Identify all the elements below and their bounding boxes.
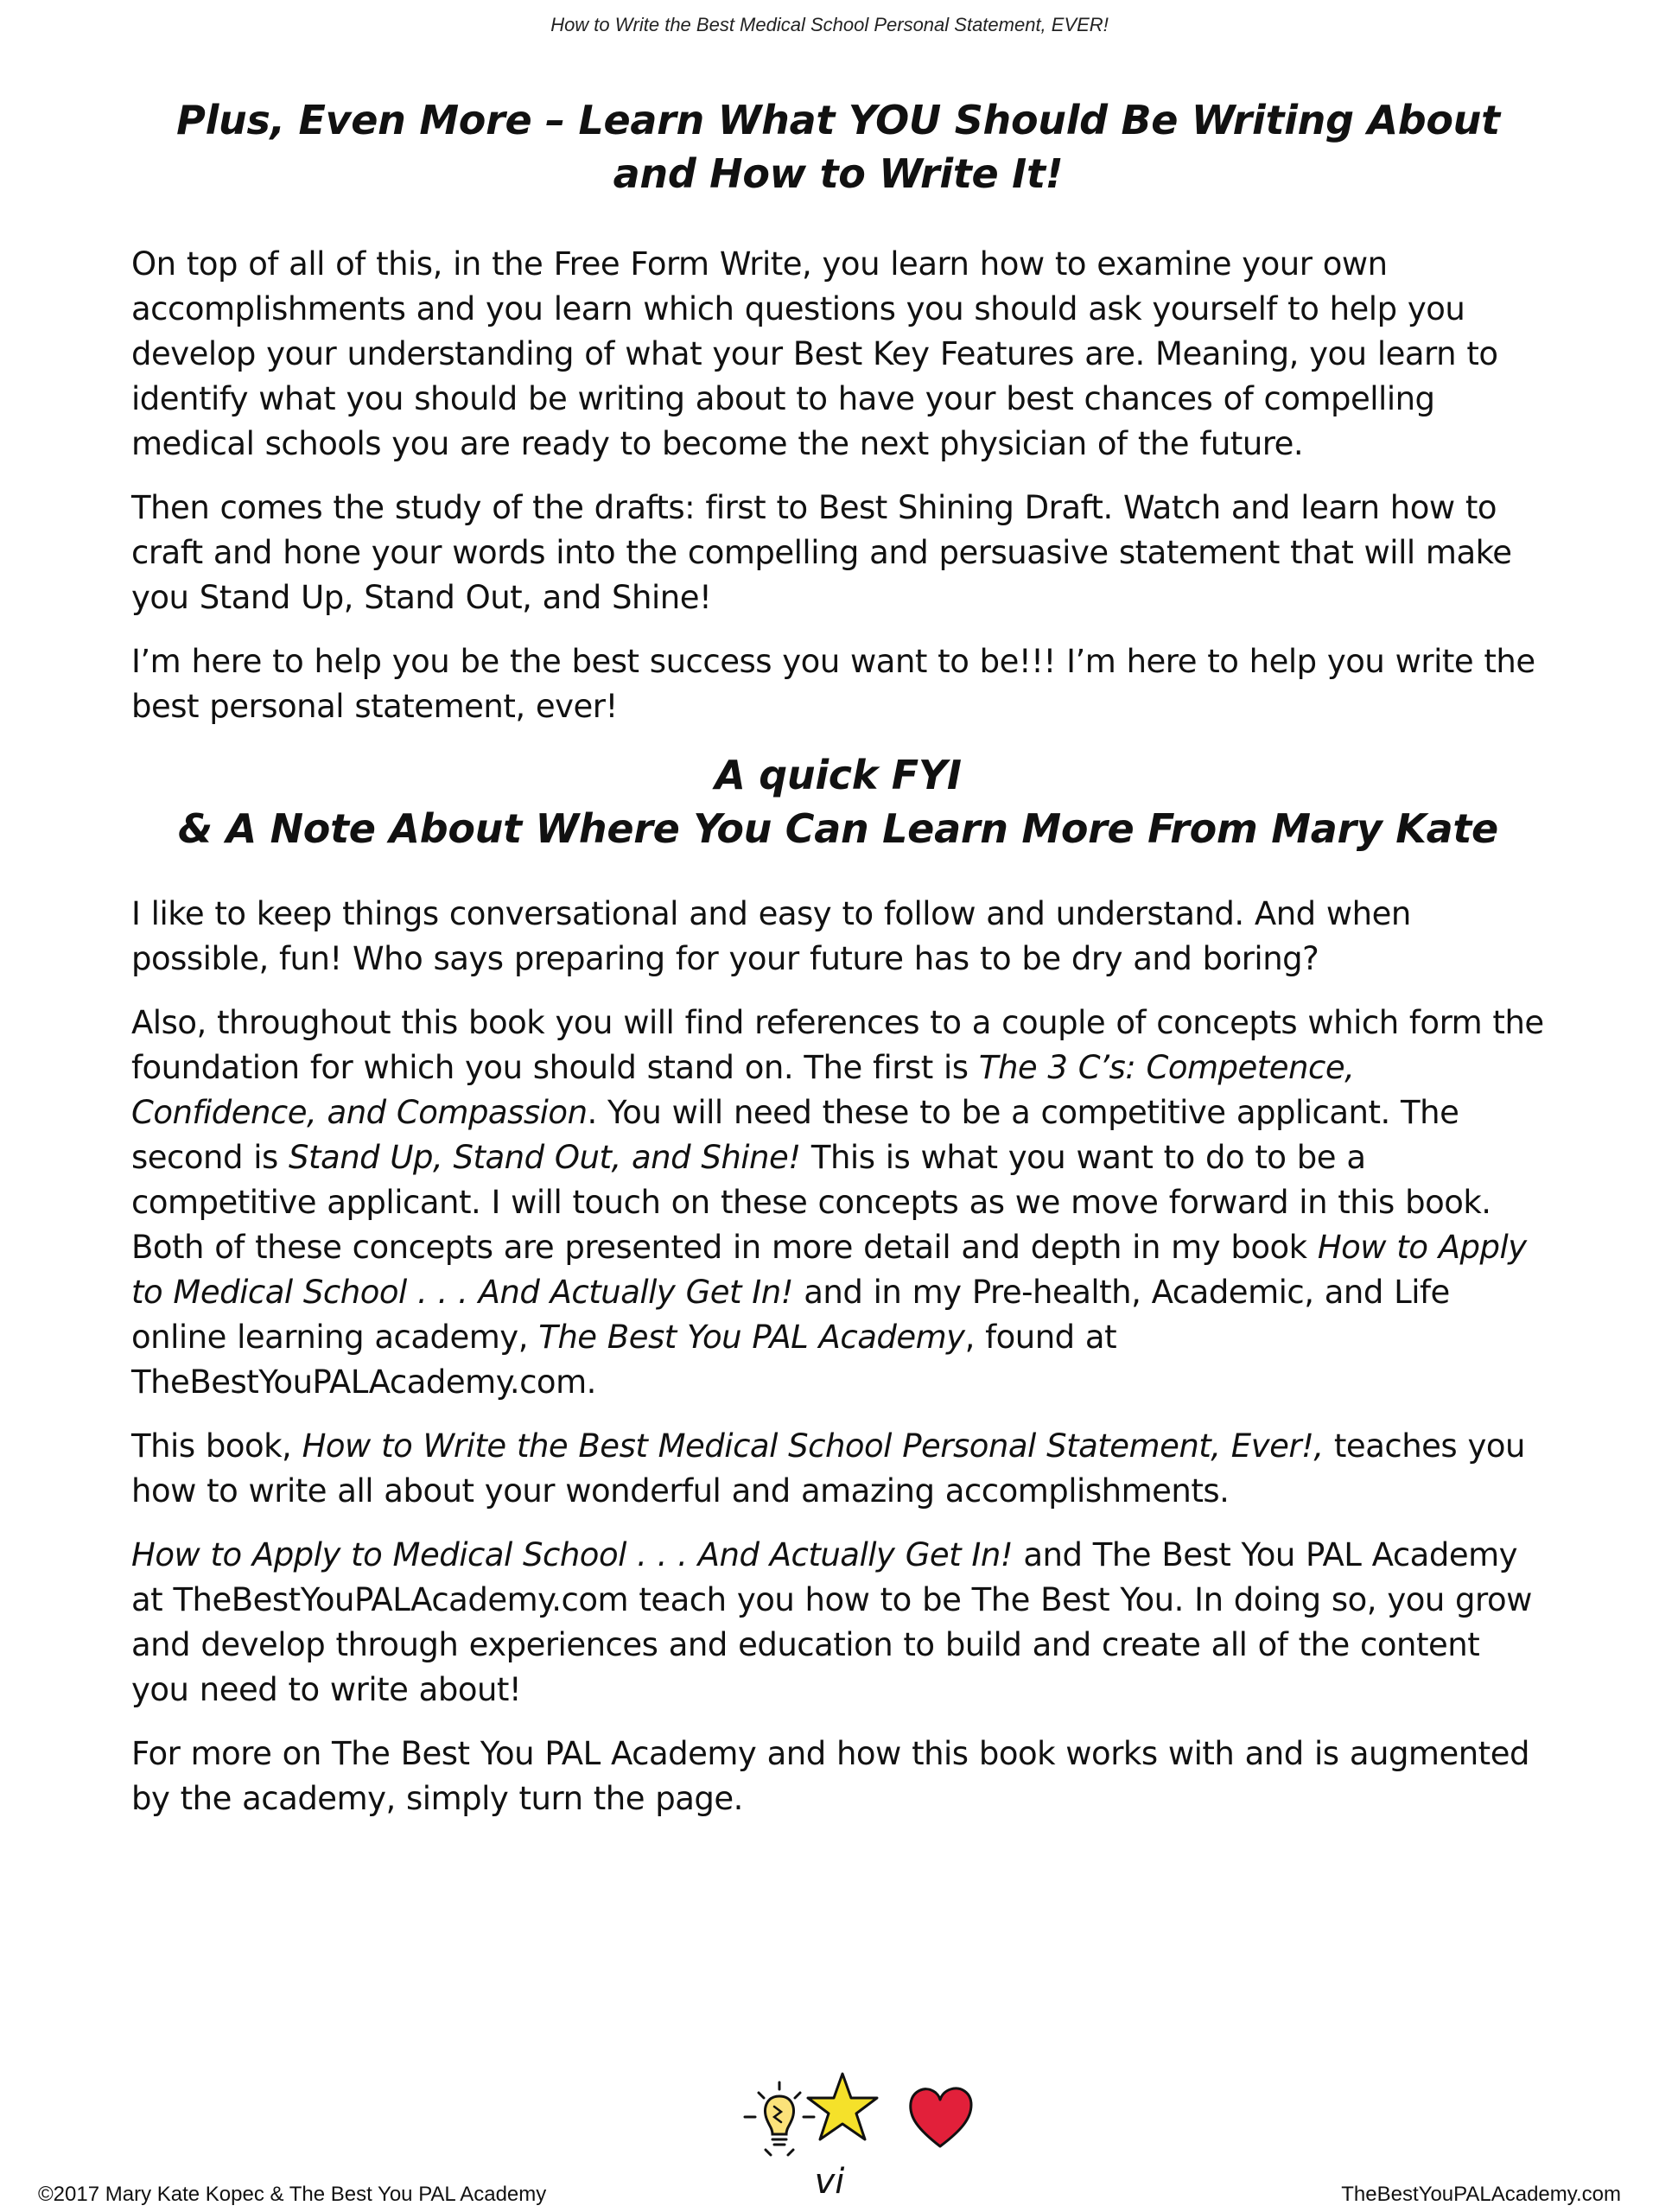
text-run: teaches you how to write all about your wonderful and amazing accomplishments. bbox=[131, 1427, 1525, 1510]
heart-icon bbox=[911, 2088, 971, 2146]
paragraph: I like to keep things conversational and easy to follow and understand. And when possible, fun! Who says preparing for your future has to be dry and boring? bbox=[131, 895, 1411, 977]
italic-concept-3cs: The 3 C’s: Competence, Confidence, and Compassion bbox=[131, 1049, 1355, 1131]
paragraph: I’m here to help you be the best success you want to be!!! I’m here to help you write the best personal statement, ever! bbox=[131, 643, 1535, 725]
paragraph: On top of all of this, in the Free Form Write, you learn how to examine your own accomplishments and you learn which questions you should ask yourself to help you develop your understanding of what your Best Key Features are. Meaning, you learn to identify what you should be writing about to have your best chances of compelling medical schools you are ready to become the next physician of the future. bbox=[131, 245, 1498, 462]
text-run: This book, bbox=[131, 1427, 302, 1465]
section-heading-learn-what-to-write bbox=[131, 93, 1545, 200]
italic-book-title: How to Apply to Medical School . . . And Actually Get In! bbox=[131, 1536, 1014, 1573]
footer-copyright: ©2017 Mary Kate Kopec & The Best You PAL Academy bbox=[38, 2183, 547, 2206]
footer-website: TheBestYouPALAcademy.com bbox=[1341, 2183, 1621, 2206]
heading-line: & A Note About Where You Can Learn More From Mary Kate bbox=[178, 805, 1498, 852]
page-content bbox=[131, 93, 1545, 1840]
text-run: This is what you want to do to be a competitive applicant. I will touch on these concepts as we move forward in this book. Both of these concepts are presented in more detail and depth in my book bbox=[131, 1139, 1491, 1266]
text-run: , found at TheBestYouPALAcademy.com. bbox=[131, 1319, 1117, 1401]
paragraph bbox=[131, 1533, 1545, 1713]
heading-line: Plus, Even More – Learn What YOU Should Be Writing About bbox=[176, 97, 1500, 143]
italic-academy-name: The Best You PAL Academy bbox=[538, 1319, 965, 1356]
paragraph: For more on The Best You PAL Academy and how this book works with and is augmented by the academy, simply turn the page. bbox=[131, 1735, 1529, 1817]
lightbulb-icon bbox=[745, 2082, 814, 2155]
heading-line: and How to Write It! bbox=[613, 150, 1064, 197]
text-run: and in my Pre-health, Academic, and Life online learning academy, bbox=[131, 1274, 1450, 1356]
italic-concept-shine: Stand Up, Stand Out, and Shine! bbox=[289, 1139, 801, 1176]
paragraph bbox=[131, 1424, 1545, 1514]
italic-book-title: How to Apply to Medical School . . . And Actually Get In! bbox=[131, 1229, 1527, 1311]
footer-icons bbox=[0, 2065, 1659, 2169]
paragraph bbox=[131, 1001, 1545, 1405]
italic-book-title: How to Write the Best Medical School Personal Statement, Ever!, bbox=[302, 1427, 1324, 1465]
running-header: How to Write the Best Medical School Personal Statement, EVER! bbox=[550, 14, 1109, 35]
heading-line: A quick FYI bbox=[715, 752, 962, 798]
text-run: and The Best You PAL Academy at TheBestYouPALAcademy.com teach you how to be The Best You. In doing so, you grow and develop through experiences and education to build and create all of the content you need to write about! bbox=[131, 1536, 1532, 1708]
text-run: . You will need these to be a competitive applicant. The second is bbox=[131, 1094, 1459, 1176]
paragraph: Then comes the study of the drafts: first to Best Shining Draft. Watch and learn how to craft and hone your words into the compelling and persuasive statement that will make you Stand Up, Stand Out, and Shine! bbox=[131, 489, 1512, 616]
section-heading-quick-fyi bbox=[131, 748, 1545, 855]
page-number: vi bbox=[814, 2162, 845, 2202]
star-icon bbox=[808, 2074, 877, 2139]
text-run: Also, throughout this book you will find references to a couple of concepts which form the foundation for which you should stand on. The first is bbox=[131, 1004, 1544, 1086]
